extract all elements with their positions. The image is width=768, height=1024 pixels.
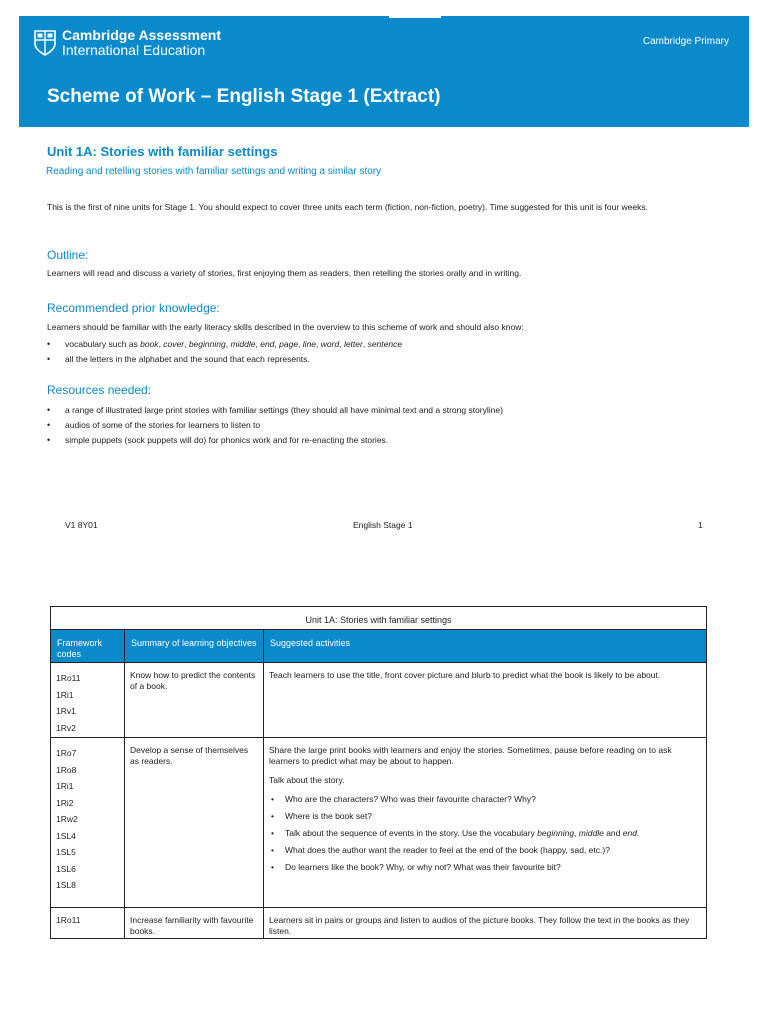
list-item: • vocabulary such as book, cover, beginning, middle, end, page, line, word, letter, sentence (47, 337, 727, 352)
outline-heading: Outline: (47, 248, 89, 262)
list-item: • Who are the characters? Who was their favourite character? Why? (269, 794, 699, 805)
framework-codes-cell: 1Ro7 1Ro8 1Ri1 1Ri2 1Rw2 1SL4 1SL5 1SL6 1SL8 (51, 738, 125, 907)
unit-subtitle: Reading and retelling stories with familiar settings and writing a similar story (46, 166, 382, 177)
column-header-objectives: Summary of learning objectives (125, 630, 264, 662)
prior-knowledge-text: Learners should be familiar with the early literacy skills described in the overview to this scheme of work and should also know: (47, 322, 524, 332)
brand-label: Cambridge Primary (642, 36, 729, 47)
page-1 (19, 16, 749, 556)
activity-paragraph: Talk about the story. (269, 775, 345, 785)
header-banner (19, 16, 749, 127)
logo-line2: International Education (62, 42, 206, 58)
list-item: • a range of illustrated large print stories with familiar settings (they should all have minimal text and a strong storyline) (47, 403, 727, 418)
table-row (51, 908, 706, 938)
list-item: • all the letters in the alphabet and the sound that each represents. (47, 352, 727, 367)
list-item: • What does the author want the reader to feel at the end of the book (happy, sad, etc.)? (269, 845, 699, 856)
table-row (51, 663, 706, 738)
unit-table (50, 606, 707, 939)
footer-title: English Stage 1 (353, 520, 413, 530)
list-item: • Where is the book set? (269, 811, 699, 822)
table-header-row (51, 630, 706, 663)
activity-cell: Teach learners to use the title, front cover picture and blurb to predict what the book is likely to be about. (269, 670, 661, 680)
list-item: • simple puppets (sock puppets will do) for phonics work and for re-enacting the stories. (47, 433, 727, 448)
activity-paragraph: Share the large print books with learners and enjoy the stories. Sometimes, pause before reading on to ask learners to predict what may be about to happen. (269, 745, 672, 766)
prior-knowledge-heading: Recommended prior knowledge: (47, 301, 220, 315)
table-caption: Unit 1A: Stories with familiar settings (51, 607, 706, 630)
framework-codes-cell: 1Ro11 (51, 908, 125, 938)
list-item: • Talk about the sequence of events in the story. Use the vocabulary beginning, middle and end. (269, 828, 699, 839)
table-row (51, 738, 706, 908)
footer-page-number: 1 (698, 520, 703, 530)
shield-icon (34, 30, 56, 56)
list-item: • Do learners like the book? Why, or why not? What was their favourite bit? (269, 862, 699, 873)
list-item: • audios of some of the stories for learners to listen to (47, 418, 727, 433)
intro-paragraph: This is the first of nine units for Stage 1. You should expect to cover three units each term (fiction, non-fiction, poetry). Time suggested for this unit is four weeks. (47, 202, 648, 212)
resources-list (47, 403, 727, 448)
unit-title: Unit 1A: Stories with familiar settings (47, 144, 278, 159)
resources-heading: Resources needed: (47, 383, 152, 397)
logo-line1: Cambridge Assessment (62, 27, 221, 43)
prior-knowledge-list (47, 337, 727, 367)
activity-cell (264, 738, 704, 907)
objective-cell: Know how to predict the contents of a book. (125, 663, 264, 737)
top-divider (389, 16, 441, 18)
activity-list (269, 794, 699, 873)
outline-text: Learners will read and discuss a variety of stories, first enjoying them as readers, then retelling the stories orally and in writing. (47, 268, 522, 278)
activity-cell: Learners sit in pairs or groups and listen to audios of the picture books. They follow the text in the books as they listen. (269, 915, 690, 936)
objective-cell: Increase familiarity with favourite books. (125, 908, 264, 938)
column-header-activities: Suggested activities (270, 638, 351, 648)
document-title: Scheme of Work – English Stage 1 (Extract) (47, 86, 441, 107)
footer-version: V1 8Y01 (65, 520, 98, 530)
framework-codes-cell: 1Ro11 1Ri1 1Rv1 1Rv2 (51, 663, 125, 737)
column-header-codes: Framework codes (51, 630, 125, 662)
cambridge-logo[interactable] (34, 28, 221, 58)
objective-cell: Develop a sense of themselves as readers. (125, 738, 264, 907)
